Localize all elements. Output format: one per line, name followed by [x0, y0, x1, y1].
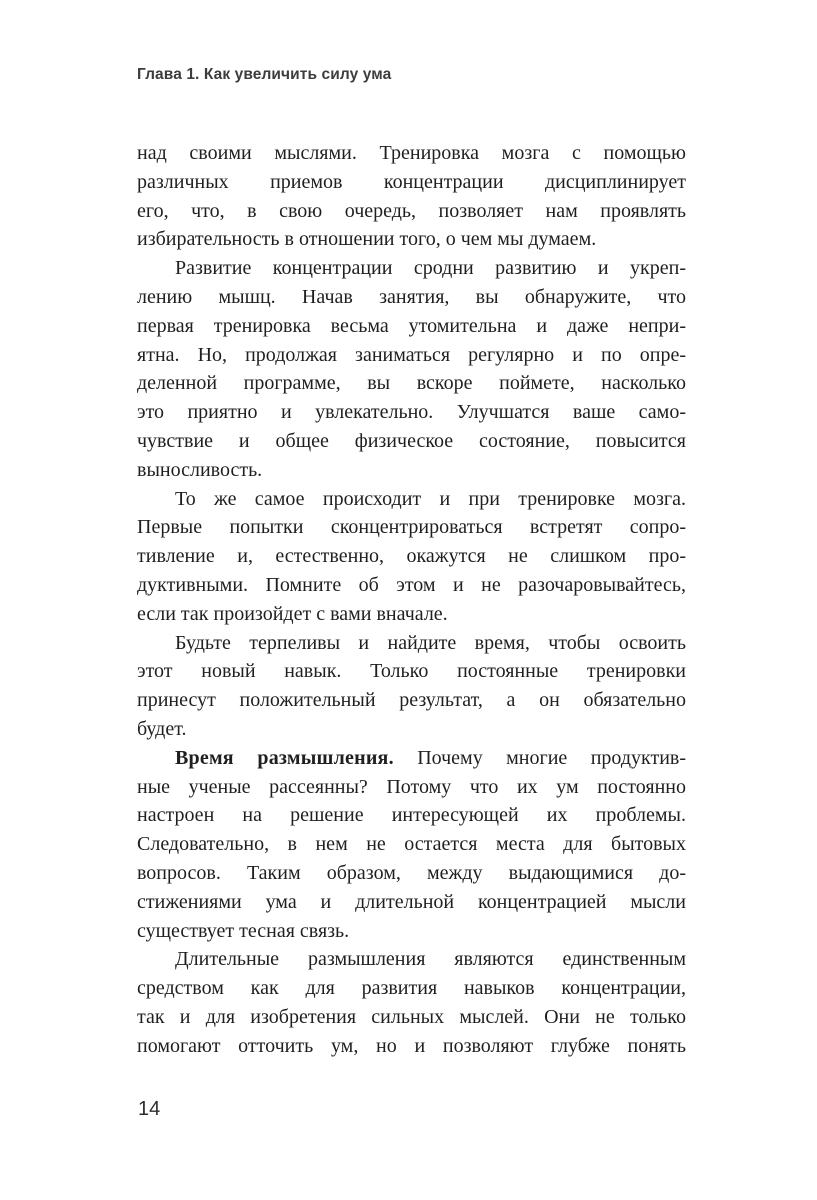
- bold-lead-in: Время размышления.: [175, 746, 394, 769]
- text-line: Первые попытки сконцентрироваться встретят сопро-: [137, 516, 686, 539]
- paragraph: [137, 629, 686, 744]
- text-line: лению мышц. Начав занятия, вы обнаружите, что: [137, 285, 686, 308]
- text-line: помогают отточить ум, но и позволяют глубже понять: [137, 1034, 686, 1057]
- text-line: Следовательно, в нем не остается места для бытовых: [137, 833, 686, 856]
- text-line: будет.: [137, 717, 187, 740]
- text-line: этот новый навык. Только постоянные тренировки: [137, 660, 686, 683]
- page-number: 14: [138, 1098, 161, 1120]
- text-line: вопросов. Таким образом, между выдающимися до-: [137, 861, 686, 884]
- text-line: так и для изобретения сильных мыслей. Они не только: [137, 1005, 686, 1028]
- paragraph: [137, 485, 686, 629]
- body-text: [137, 139, 686, 1061]
- text-line: Будьте терпеливы и найдите время, чтобы освоить: [175, 631, 686, 654]
- text-line: Длительные размышления являются единственным: [175, 948, 686, 971]
- paragraph: [137, 254, 686, 484]
- text-line: ные ученые рассеянны? Потому что их ум постоянно: [137, 775, 686, 798]
- text-line: это приятно и увлекательно. Улучшатся ваше само-: [137, 401, 686, 424]
- text-line: над своими мыслями. Тренировка мозга с помощью: [137, 142, 686, 164]
- text-line: первая тренировка весьма утомительна и даже непри-: [137, 314, 686, 337]
- text-line: различных приемов концентрации дисциплинирует: [137, 170, 686, 193]
- text-line: дуктивными. Помните об этом и не разочаровывайтесь,: [137, 573, 686, 596]
- text-line: стижениями ума и длительной концентрацией мысли: [137, 890, 686, 913]
- text-line: его, что, в свою очередь, позволяет нам проявлять: [137, 199, 686, 222]
- text-line: существует тесная связь.: [137, 919, 350, 942]
- text-line: То же самое происходит и при тренировке мозга.: [175, 487, 686, 510]
- text-line: деленной программе, вы вскоре поймете, насколько: [137, 372, 686, 395]
- text-line: принесут положительный результат, а он обязательно: [137, 689, 686, 712]
- text-line: средством как для развития навыков концентрации,: [137, 977, 686, 1000]
- text-line: Развитие концентрации сродни развитию и укреп-: [175, 257, 686, 280]
- text-line: тивление и, естественно, окажутся не слишком про-: [137, 545, 686, 568]
- paragraph: [137, 744, 686, 946]
- text-line: чувствие и общее физическое состояние, повысится: [137, 429, 686, 452]
- running-header: Глава 1. Как увеличить силу ума: [137, 66, 392, 83]
- text-line: избирательность в отношении того, о чем мы думаем.: [137, 228, 597, 251]
- text-line: если так произойдет с вами вначале.: [137, 602, 448, 625]
- paragraph: [137, 945, 686, 1060]
- text-line: выносливость.: [137, 458, 263, 481]
- text-line: ятна. Но, продолжая заниматься регулярно и по опре-: [137, 343, 686, 366]
- paragraph: [137, 139, 686, 254]
- text-line: настроен на решение интересующей их проблемы.: [137, 804, 686, 827]
- text-line: Время размышления. Почему многие продуктив-: [175, 746, 686, 769]
